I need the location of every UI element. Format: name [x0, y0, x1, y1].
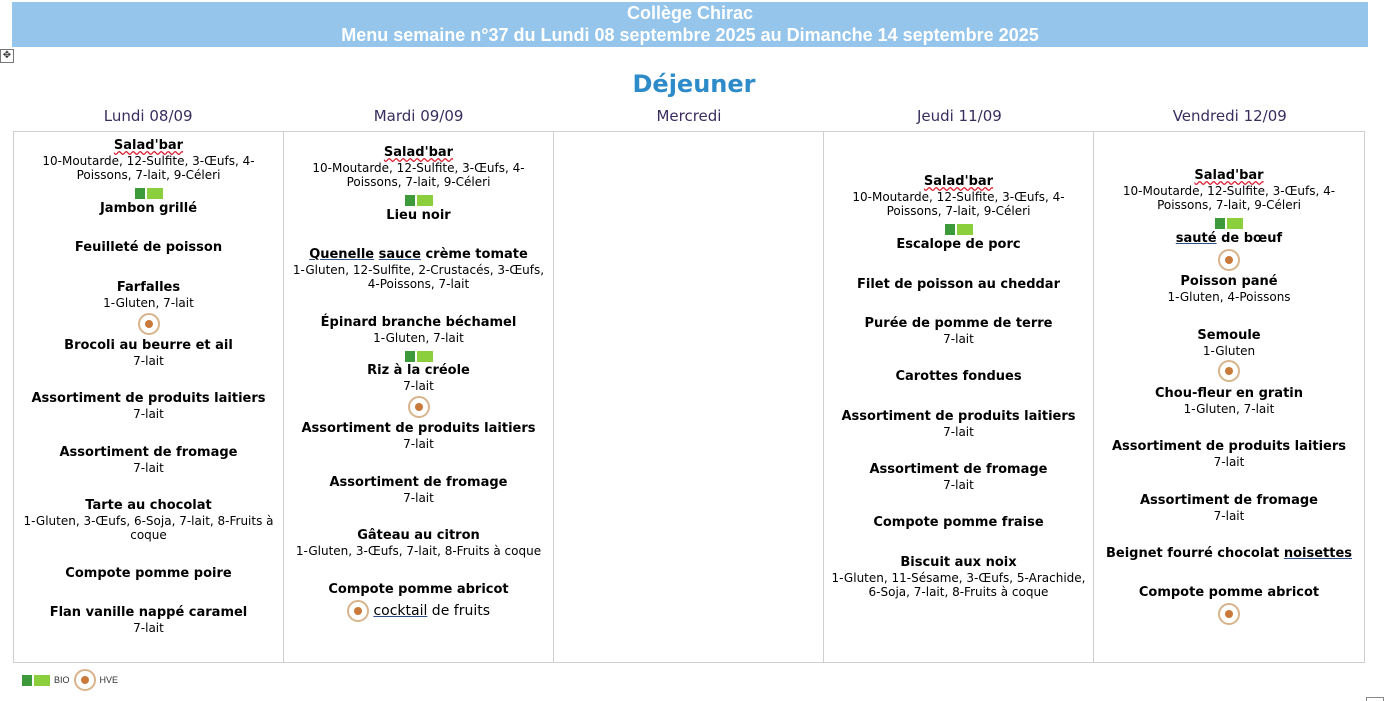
- dish-name: Compote pomme fraise: [873, 515, 1044, 530]
- dish-name-part: noisettes: [1283, 546, 1352, 561]
- allergens: 1-Gluten, 7-lait: [1183, 402, 1275, 416]
- menu-item: [1094, 493, 1364, 523]
- menu-item: [14, 605, 283, 635]
- menu-item: [14, 280, 283, 335]
- menu-item: [14, 338, 283, 368]
- bio-label-icon: [22, 675, 50, 686]
- allergens: 7-lait: [133, 621, 164, 635]
- dish-name: Gâteau au citron: [357, 528, 480, 543]
- dish-name: Tarte au chocolat: [85, 498, 212, 513]
- allergens: 1-Gluten: [1202, 344, 1256, 358]
- dish-name: Biscuit aux noix: [900, 555, 1017, 570]
- column-mardi: [284, 132, 554, 662]
- allergens: 1-Gluten, 12-Sulfite, 2-Crustacés, 3-Œufs, 4-Poissons, 7-lait: [292, 263, 545, 291]
- menu-item: [14, 201, 283, 217]
- dish-name-part: Beignet fourré chocolat: [1106, 546, 1284, 561]
- allergens: 7-lait: [133, 407, 164, 421]
- dish-name: Chou-fleur en gratin: [1154, 386, 1304, 401]
- day-header-mardi: Mardi 09/09: [373, 107, 464, 125]
- dish-name: Salad'bar: [383, 145, 454, 160]
- dish-name: Assortiment de fromage: [1140, 493, 1318, 508]
- hve-label-icon: [1218, 603, 1240, 625]
- column-lundi: [14, 132, 284, 662]
- dish-name: Poisson pané: [1180, 274, 1278, 289]
- menu-header: [12, 2, 1368, 47]
- dish-name-part: de bœuf: [1216, 231, 1283, 246]
- hve-label-icon: [408, 396, 430, 418]
- dish-name: Carottes fondues: [895, 369, 1022, 384]
- menu-item: [14, 566, 283, 582]
- menu-item: [824, 277, 1093, 293]
- menu-item: [824, 316, 1093, 346]
- week-title: Menu semaine n°37 du Lundi 08 septembre 2025 au Dimanche 14 septembre 2025: [341, 25, 1039, 45]
- menu-item: [284, 208, 553, 224]
- meal-title: Déjeuner: [632, 70, 756, 98]
- menu-item: [14, 240, 283, 256]
- menu-item: [824, 409, 1093, 439]
- menu-item: [824, 369, 1093, 385]
- dish-name: Compote pomme abricot: [1138, 585, 1320, 600]
- allergens: 1-Gluten, 11-Sésame, 3-Œufs, 5-Arachide, 6-Soja, 7-lait, 8-Fruits à coque: [831, 571, 1086, 599]
- bio-label-icon: [405, 351, 433, 362]
- menu-item: [14, 445, 283, 475]
- allergens: 7-lait: [403, 437, 434, 451]
- menu-item: [284, 528, 553, 558]
- menu-item: [14, 391, 283, 421]
- column-vendredi: [1094, 132, 1364, 662]
- dish-name: Assortiment de produits laitiers: [31, 391, 266, 406]
- hve-label-icon: [74, 669, 96, 691]
- allergens: 1-Gluten, 3-Œufs, 7-lait, 8-Fruits à coque: [295, 544, 542, 558]
- menu-item: [1094, 585, 1364, 625]
- dish-name: Semoule: [1197, 328, 1261, 343]
- menu-table: [13, 131, 1365, 663]
- legend-hve-label: HVE: [99, 675, 119, 685]
- allergens: 1-Gluten, 4-Poissons: [1167, 290, 1291, 304]
- dish-name: Compote pomme abricot: [328, 582, 509, 597]
- dish-name: Salad'bar: [923, 174, 994, 189]
- day-header-vendredi: Vendredi 12/09: [1172, 107, 1287, 125]
- menu-item: [824, 462, 1093, 492]
- dish-name: Farfalles: [116, 280, 181, 295]
- menu-item: [824, 237, 1093, 253]
- menu-item: [284, 247, 553, 291]
- dish-name: Assortiment de fromage: [59, 445, 238, 460]
- dish-name: Assortiment de fromage: [329, 475, 508, 490]
- menu-item: [14, 498, 283, 542]
- bio-label-icon: [405, 195, 433, 206]
- legend: [22, 667, 118, 693]
- dish-name: Purée de pomme de terre: [864, 316, 1053, 331]
- dish-name: Compote pomme poire: [65, 566, 232, 581]
- allergens: 7-lait: [1213, 455, 1245, 469]
- dish-name: Assortiment de fromage: [869, 462, 1048, 477]
- menu-item: [1094, 328, 1364, 382]
- day-header-jeudi: Jeudi 11/09: [916, 107, 1002, 125]
- allergens: 1-Gluten, 7-lait: [373, 331, 464, 345]
- allergens: 7-lait: [1213, 509, 1245, 523]
- school-name: Collège Chirac: [626, 3, 754, 23]
- dish-name: Salad'bar: [1194, 168, 1264, 183]
- bio-label-icon: [135, 188, 163, 199]
- menu-item: [1094, 439, 1364, 469]
- menu-item: [284, 421, 553, 451]
- dish-name: Salad'bar: [113, 138, 184, 153]
- allergens: 7-lait: [943, 478, 974, 492]
- dish-name: Brocoli au beurre et ail: [64, 338, 233, 353]
- legend-bio-label: BIO: [54, 675, 70, 685]
- menu-item: [284, 145, 553, 210]
- allergens: 10-Moutarde, 12-Sulfite, 3-Œufs, 4-Poissons, 7-lait, 9-Céleri: [852, 190, 1065, 218]
- dish-name-part: cocktail: [373, 603, 428, 620]
- dish-name: Feuilleté de poisson: [74, 240, 223, 255]
- dish-name-part: sauté: [1175, 231, 1217, 246]
- dish-name: Assortiment de produits laitiers: [841, 409, 1076, 424]
- dish-name: Assortiment de produits laitiers: [1111, 439, 1347, 454]
- menu-item: [284, 475, 553, 505]
- menu-item: [824, 515, 1093, 531]
- column-mercredi: [554, 132, 824, 662]
- allergens: 7-lait: [403, 491, 434, 505]
- day-header-lundi: Lundi 08/09: [103, 107, 193, 125]
- day-headers: [13, 107, 1365, 127]
- allergens: 10-Moutarde, 12-Sulfite, 3-Œufs, 4-Poissons, 7-lait, 9-Céleri: [312, 161, 525, 189]
- dish-name: Escalope de porc: [896, 237, 1021, 252]
- column-jeudi: [824, 132, 1094, 662]
- hve-label-icon: [1218, 249, 1240, 271]
- allergens: 7-lait: [943, 425, 974, 439]
- allergens: 10-Moutarde, 12-Sulfite, 3-Œufs, 4-Poissons, 7-lait, 9-Céleri: [42, 154, 255, 182]
- menu-item: [824, 555, 1093, 599]
- dish-name: Filet de poisson au cheddar: [856, 277, 1060, 292]
- menu-item: [14, 138, 283, 203]
- hve-label-icon: [138, 313, 160, 335]
- dish-name: Assortiment de produits laitiers: [301, 421, 536, 436]
- day-header-mercredi: Mercredi: [656, 107, 722, 125]
- menu-item: [284, 363, 553, 418]
- dish-name: Lieu noir: [386, 208, 451, 223]
- dish-name: Flan vanille nappé caramel: [49, 605, 248, 620]
- menu-item: [284, 315, 553, 366]
- dish-name: Épinard branche béchamel: [320, 315, 517, 330]
- menu-item: [1094, 546, 1364, 562]
- menu-item: [1094, 168, 1364, 233]
- menu-item: [1094, 386, 1364, 416]
- resize-handle-icon[interactable]: [1366, 697, 1384, 701]
- menu-item: [1094, 231, 1364, 271]
- dish-name-part: de fruits: [427, 603, 490, 620]
- allergens: 7-lait: [943, 332, 974, 346]
- menu-item: [824, 174, 1093, 239]
- dish-name: Jambon grillé: [99, 201, 198, 216]
- dish-name-part: crème tomate: [420, 247, 528, 262]
- dish-name: Riz à la créole: [367, 363, 470, 378]
- bio-label-icon: [945, 224, 973, 235]
- dish-name-part: sauce: [378, 247, 421, 262]
- allergens: 7-lait: [133, 354, 164, 368]
- allergens: 7-lait: [133, 461, 164, 475]
- bio-label-icon: [1215, 218, 1243, 229]
- hve-label-icon: [347, 600, 369, 622]
- menu-item: [284, 582, 553, 622]
- hve-label-icon: [1218, 360, 1240, 382]
- allergens: 1-Gluten, 3-Œufs, 6-Soja, 7-lait, 8-Fruits à coque: [23, 514, 274, 542]
- menu-item: [1094, 274, 1364, 304]
- table-move-handle-icon[interactable]: ✥: [0, 49, 14, 63]
- allergens: 10-Moutarde, 12-Sulfite, 3-Œufs, 4-Poissons, 7-lait, 9-Céleri: [1122, 184, 1336, 212]
- dish-name-part: Quenelle: [309, 247, 375, 262]
- allergens: 7-lait: [403, 379, 434, 393]
- allergens: 1-Gluten, 7-lait: [103, 296, 194, 310]
